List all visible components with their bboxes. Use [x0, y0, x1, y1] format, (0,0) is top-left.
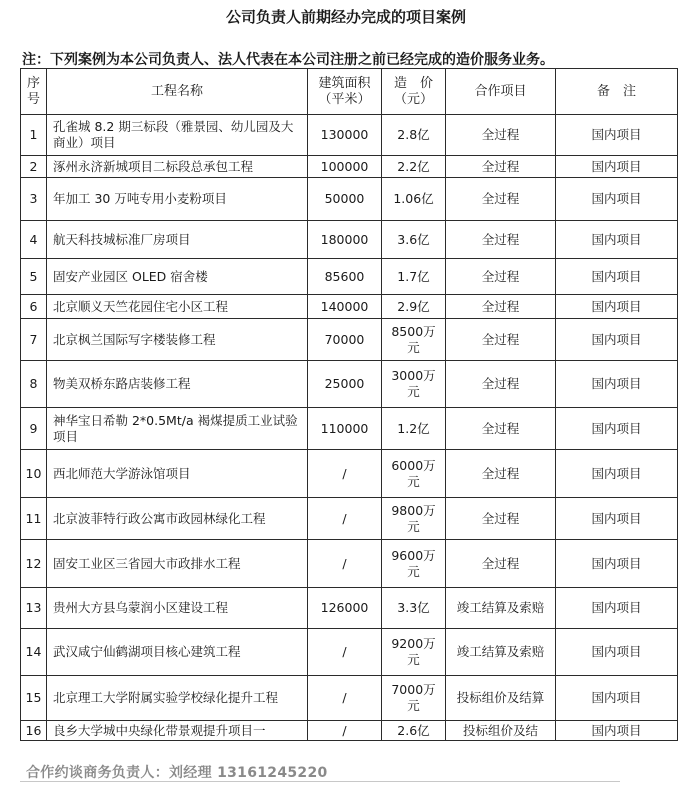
cell-remark: 国内项目 — [556, 721, 678, 741]
table-row — [21, 178, 678, 221]
cell-remark: 国内项目 — [556, 259, 678, 295]
cell-remark: 国内项目 — [556, 408, 678, 450]
cell-no: 12 — [21, 540, 47, 588]
cell-no: 14 — [21, 629, 47, 676]
cell-no: 4 — [21, 221, 47, 259]
cell-name: 北京顺义天竺花园住宅小区工程 — [47, 295, 308, 319]
cell-remark: 国内项目 — [556, 588, 678, 629]
cell-area: 130000 — [308, 115, 382, 156]
cell-type: 全过程 — [446, 178, 556, 221]
cell-name: 物美双桥东路店装修工程 — [47, 361, 308, 408]
cell-no: 8 — [21, 361, 47, 408]
cell-no: 3 — [21, 178, 47, 221]
cell-type: 全过程 — [446, 498, 556, 540]
cell-cost: 3.3亿 — [382, 588, 446, 629]
cell-cost: 9800万元 — [382, 498, 446, 540]
table-row — [21, 588, 678, 629]
table-row — [21, 295, 678, 319]
contact-line: 合作约谈商务负责人：刘经理 13161245220 — [26, 765, 328, 781]
cell-cost: 2.9亿 — [382, 295, 446, 319]
table-row — [21, 450, 678, 498]
header-type: 合作项目 — [446, 69, 556, 115]
table-row — [21, 221, 678, 259]
cell-type: 全过程 — [446, 115, 556, 156]
cell-type: 全过程 — [446, 319, 556, 361]
cell-name: 北京理工大学附属实验学校绿化提升工程 — [47, 676, 308, 721]
cell-name: 航天科技城标准厂房项目 — [47, 221, 308, 259]
cell-cost: 8500万元 — [382, 319, 446, 361]
cell-area: 140000 — [308, 295, 382, 319]
cell-name: 武汉咸宁仙鹤湖项目核心建筑工程 — [47, 629, 308, 676]
cell-name: 贵州大方县乌蒙润小区建设工程 — [47, 588, 308, 629]
cell-cost: 2.6亿 — [382, 721, 446, 741]
cell-cost: 1.7亿 — [382, 259, 446, 295]
cell-area: / — [308, 676, 382, 721]
cell-cost: 3000万元 — [382, 361, 446, 408]
header-cost: 造 价 （元） — [382, 69, 446, 115]
cell-remark: 国内项目 — [556, 676, 678, 721]
cell-cost: 1.06亿 — [382, 178, 446, 221]
cell-no: 9 — [21, 408, 47, 450]
table-header-row — [21, 69, 678, 115]
cell-type: 全过程 — [446, 540, 556, 588]
cell-type: 全过程 — [446, 295, 556, 319]
cell-type: 全过程 — [446, 221, 556, 259]
cell-no: 1 — [21, 115, 47, 156]
cell-remark: 国内项目 — [556, 221, 678, 259]
table-row — [21, 540, 678, 588]
header-area: 建筑面积 （平米） — [308, 69, 382, 115]
cell-area: 180000 — [308, 221, 382, 259]
cell-name: 良乡大学城中央绿化带景观提升项目一 — [47, 721, 308, 741]
cell-area: 25000 — [308, 361, 382, 408]
cell-remark: 国内项目 — [556, 450, 678, 498]
table-row — [21, 156, 678, 178]
cell-name: 固安产业园区 OLED 宿舍楼 — [47, 259, 308, 295]
cell-name: 西北师范大学游泳馆项目 — [47, 450, 308, 498]
cell-name: 北京波菲特行政公寓市政园林绿化工程 — [47, 498, 308, 540]
table-row — [21, 498, 678, 540]
table-row — [21, 408, 678, 450]
cell-remark: 国内项目 — [556, 361, 678, 408]
cell-cost: 7000万元 — [382, 676, 446, 721]
cell-remark: 国内项目 — [556, 295, 678, 319]
cell-remark: 国内项目 — [556, 319, 678, 361]
cell-no: 13 — [21, 588, 47, 629]
cell-name: 年加工 30 万吨专用小麦粉项目 — [47, 178, 308, 221]
cell-cost: 2.2亿 — [382, 156, 446, 178]
cell-cost: 9600万元 — [382, 540, 446, 588]
cell-name: 固安工业区三省园大市政排水工程 — [47, 540, 308, 588]
document-title: 公司负责人前期经办完成的项目案例 — [225, 8, 466, 26]
cell-area: / — [308, 721, 382, 741]
cell-type: 投标组价及结 — [446, 721, 556, 741]
cell-name: 神华宝日希勒 2*0.5Mt/a 褐煤提质工业试验项目 — [47, 408, 308, 450]
table-row — [21, 361, 678, 408]
cell-area: / — [308, 629, 382, 676]
cell-area: / — [308, 540, 382, 588]
cell-cost: 1.2亿 — [382, 408, 446, 450]
cell-type: 竣工结算及索赔 — [446, 588, 556, 629]
table-row — [21, 319, 678, 361]
cell-no: 6 — [21, 295, 47, 319]
table-row — [21, 721, 678, 741]
cell-type: 全过程 — [446, 259, 556, 295]
table-row — [21, 259, 678, 295]
table-row — [21, 115, 678, 156]
cell-name: 涿州永济新城项目二标段总承包工程 — [47, 156, 308, 178]
cell-no: 15 — [21, 676, 47, 721]
cell-name: 孔雀城 8.2 期三标段（雅景园、幼儿园及大商业）项目 — [47, 115, 308, 156]
cell-no: 2 — [21, 156, 47, 178]
table-row — [21, 629, 678, 676]
cell-area: 100000 — [308, 156, 382, 178]
header-no: 序 号 — [21, 69, 47, 115]
cell-type: 投标组价及结算 — [446, 676, 556, 721]
project-cases-table — [20, 68, 678, 741]
table-row — [21, 676, 678, 721]
cell-no: 7 — [21, 319, 47, 361]
cell-no: 10 — [21, 450, 47, 498]
footer-divider — [20, 781, 620, 782]
cell-remark: 国内项目 — [556, 156, 678, 178]
cell-cost: 9200万元 — [382, 629, 446, 676]
cell-area: 70000 — [308, 319, 382, 361]
cell-name: 北京枫兰国际写字楼装修工程 — [47, 319, 308, 361]
cell-type: 全过程 — [446, 450, 556, 498]
cell-area: 85600 — [308, 259, 382, 295]
cell-area: 126000 — [308, 588, 382, 629]
header-remark: 备 注 — [556, 69, 678, 115]
cell-no: 16 — [21, 721, 47, 741]
cell-type: 全过程 — [446, 156, 556, 178]
cell-remark: 国内项目 — [556, 540, 678, 588]
header-name: 工程名称 — [47, 69, 308, 115]
cell-type: 全过程 — [446, 408, 556, 450]
cell-no: 5 — [21, 259, 47, 295]
cell-cost: 3.6亿 — [382, 221, 446, 259]
cell-cost: 2.8亿 — [382, 115, 446, 156]
cell-remark: 国内项目 — [556, 115, 678, 156]
cell-area: 110000 — [308, 408, 382, 450]
cell-type: 竣工结算及索赔 — [446, 629, 556, 676]
cell-remark: 国内项目 — [556, 629, 678, 676]
cell-no: 11 — [21, 498, 47, 540]
cell-area: / — [308, 450, 382, 498]
cell-remark: 国内项目 — [556, 178, 678, 221]
cell-area: / — [308, 498, 382, 540]
cell-area: 50000 — [308, 178, 382, 221]
cell-type: 全过程 — [446, 361, 556, 408]
cell-cost: 6000万元 — [382, 450, 446, 498]
document-note: 注：下列案例为本公司负责人、法人代表在本公司注册之前已经完成的造价服务业务。 — [22, 52, 554, 68]
cell-remark: 国内项目 — [556, 498, 678, 540]
